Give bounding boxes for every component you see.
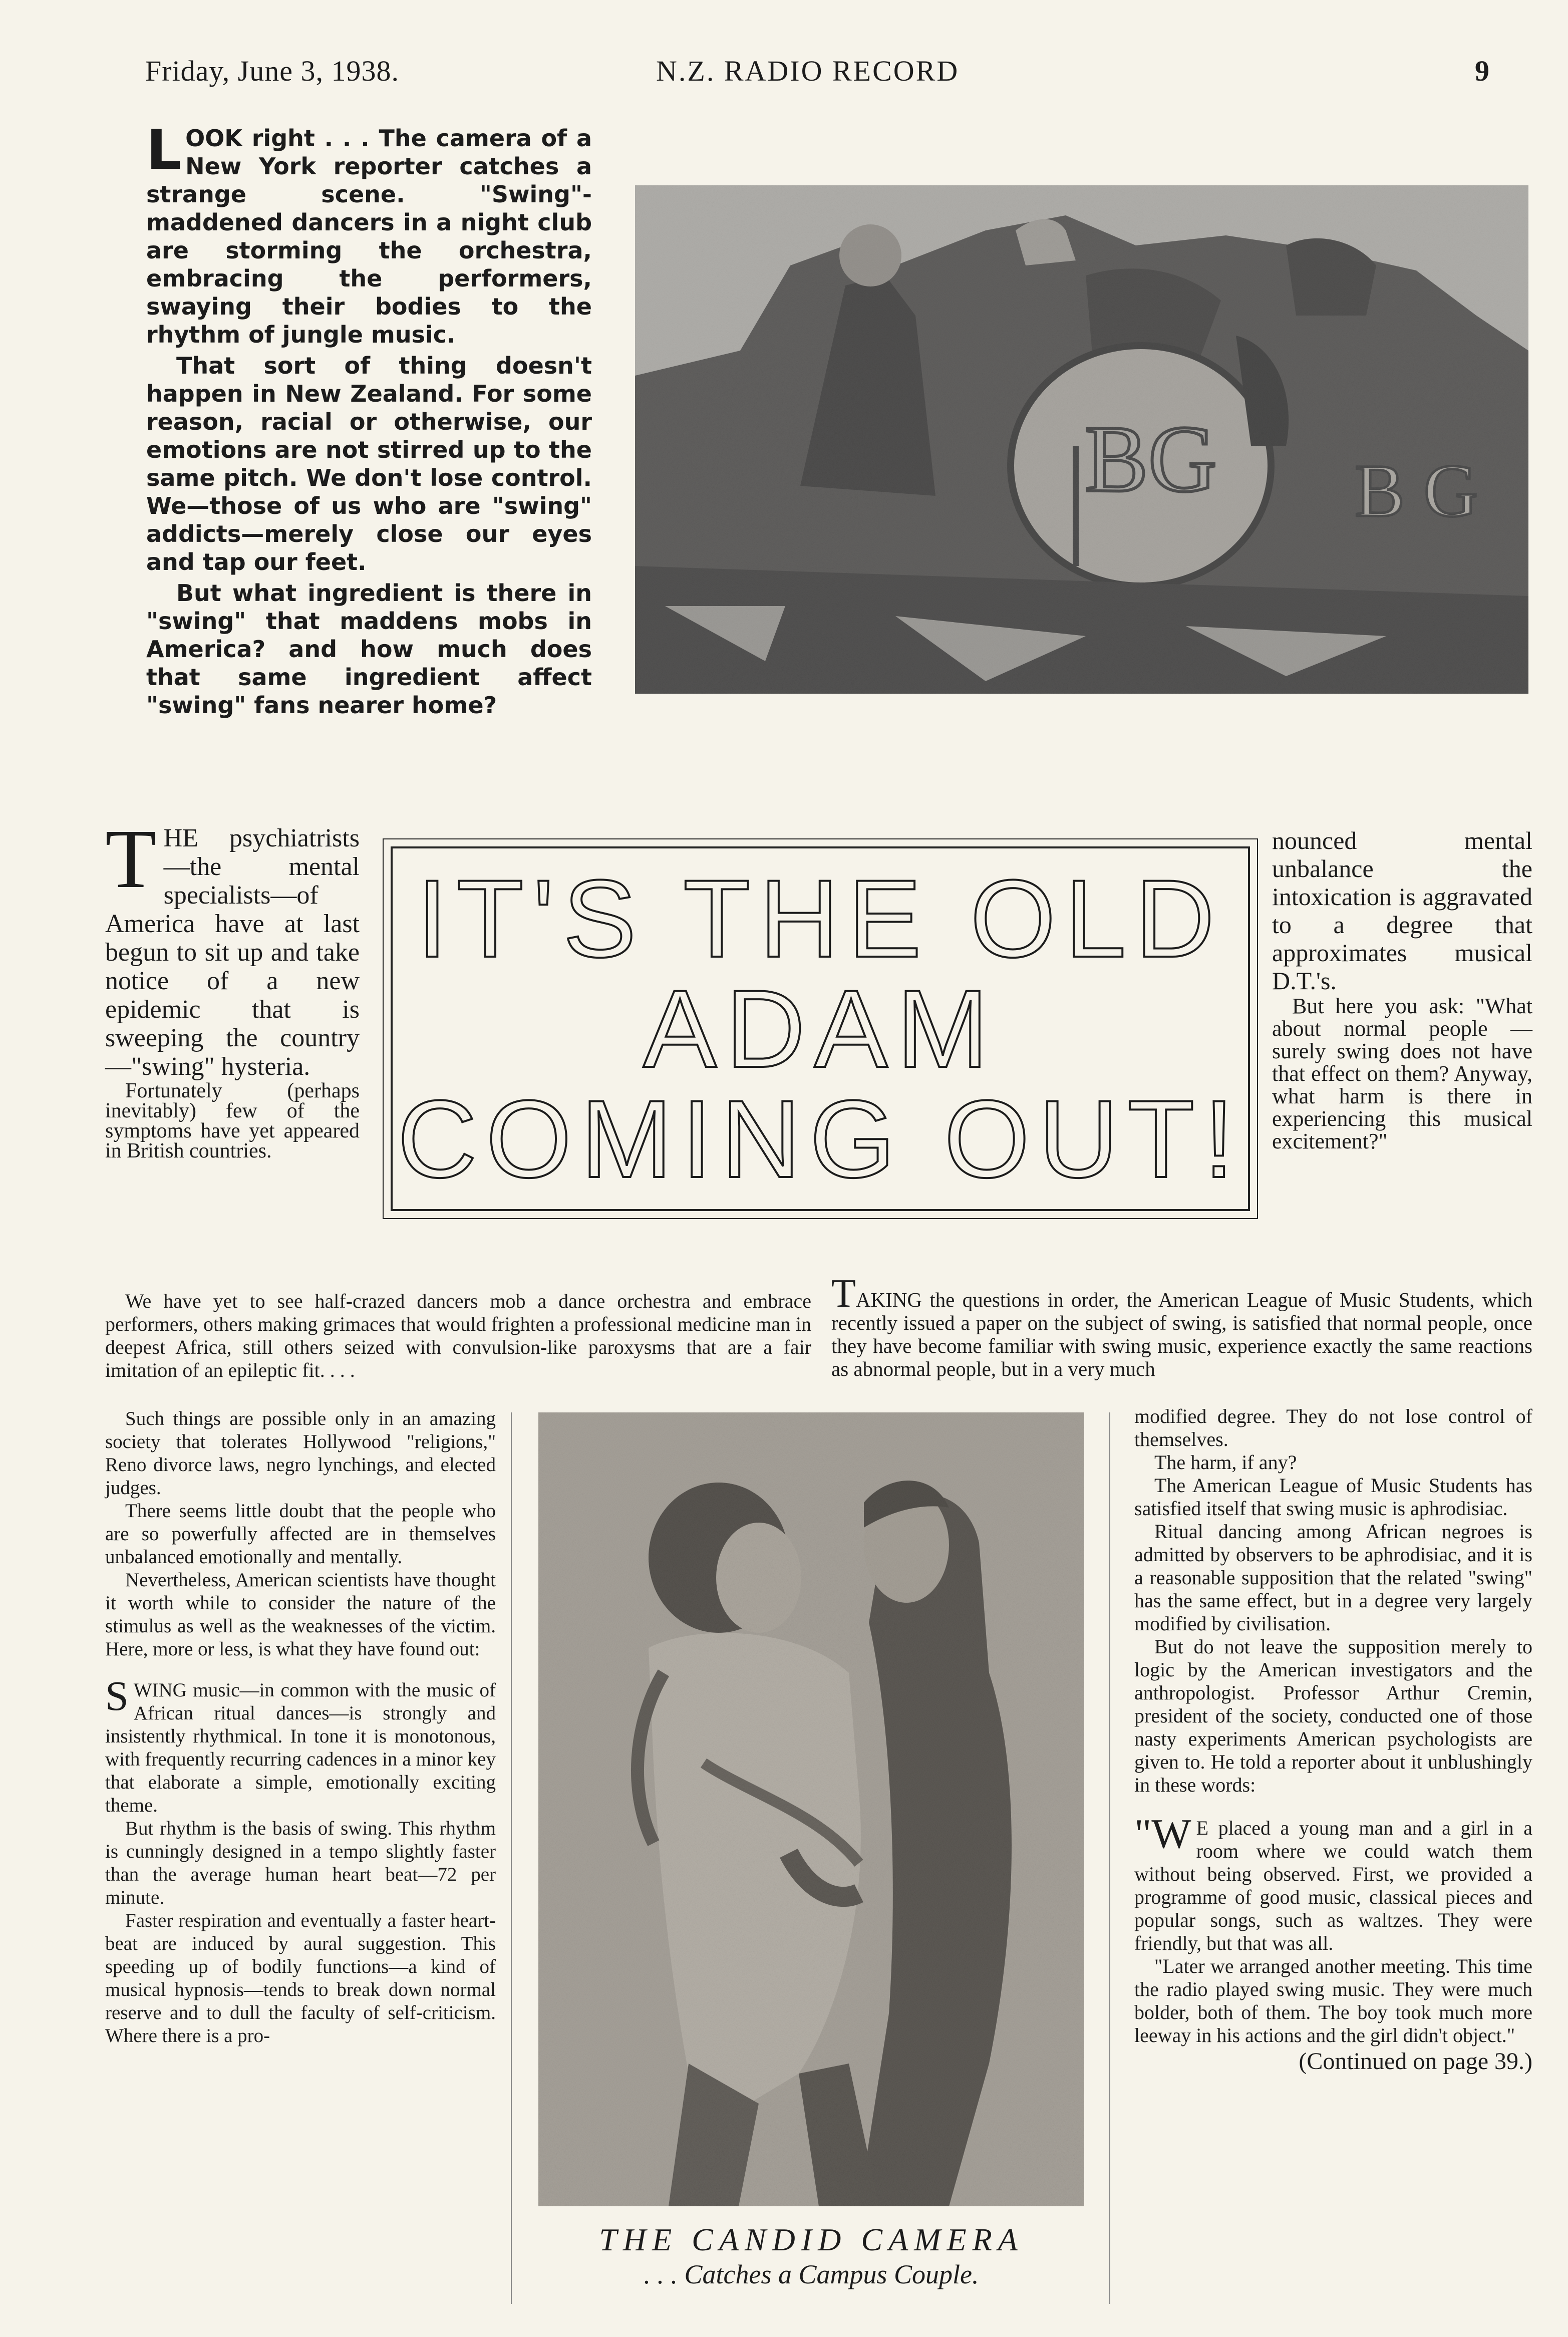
publication-name: N.Z. RADIO RECORD bbox=[656, 55, 960, 87]
right-paragraph-4: The harm, if any? bbox=[1154, 1451, 1297, 1474]
intro-dropcap: L bbox=[146, 118, 182, 182]
right-paragraph-7: But do not leave the supposition merely to logic by the American investigators and the anthropologist. Professor Arthur Cremin, president of the society, conducted one of those nasty experiments American psychologists are given to. He told a reporter about it unblushingly in these words: bbox=[1134, 1635, 1532, 1796]
headline-box bbox=[391, 846, 1250, 1211]
issue-date: Friday, June 3, 1938. bbox=[145, 55, 399, 87]
intro-paragraph-3: But what ingredient is there in "swing" that maddens mobs in America? and how much does that same ingredient affect "swing" fans nearer home? bbox=[146, 579, 592, 719]
right-wide-text: AKING the questions in order, the American League of Music Students, which recently issued a paper on the subject of swing, is satisfied that normal people, once they have become familiar with swing music, experience exactly the same reactions as abnormal people, but in a very much bbox=[831, 1288, 1532, 1380]
right-paragraph-3: modified degree. They do not lose control of themselves. bbox=[1134, 1405, 1532, 1450]
left-dropcap-t: T bbox=[105, 812, 157, 906]
right-paragraph-2: But here you ask: "What about normal people — surely swing does not have that effect on them? Anyway, what harm is there in experiencing this musical excitement?" bbox=[1272, 994, 1532, 1153]
right-column-divider bbox=[1109, 1412, 1110, 2304]
left-paragraph-6: WING music—in common with the music of African ritual dances—is strongly and insistently rhythmical. In tone it is monotonous, with frequently recurring cadences in a minor key that elaborate a simple, emotionally exciting theme. bbox=[105, 1679, 496, 1816]
night-club-photo bbox=[635, 185, 1528, 694]
right-dropcap-w: "W bbox=[1134, 1811, 1191, 1857]
left-column-divider bbox=[511, 1412, 512, 2304]
right-paragraph-9: "Later we arranged another meeting. This time the radio played swing music. They were much bolder, both of them. The boy took much more leeway in his actions and the girl didn't object." bbox=[1134, 1955, 1532, 2047]
right-paragraph-5: The American League of Music Students has satisfied itself that swing music is aphrodisiac. bbox=[1134, 1474, 1532, 1520]
left-dropcap-s: S bbox=[105, 1673, 129, 1719]
headline-line-1: IT'S THE OLD bbox=[417, 857, 1224, 980]
left-paragraph-4: There seems little doubt that the people who are so powerfully affected are in themselves unbalanced emotionally and mentally. bbox=[105, 1500, 496, 1568]
right-wide-dropcap: T bbox=[831, 1272, 856, 1316]
left-paragraph-8: Faster respiration and eventually a faster heart-beat are induced by aural suggestion. This speeding up of bodily functions—a kind of musical hypnosis—tends to break down normal reserve and to dull the faculty of self-criticism. Where there is a pro- bbox=[105, 1910, 496, 2047]
intro-paragraph-2: That sort of thing doesn't happen in New Zealand. For some reason, racial or otherwise, our emotions are not stirred up to the same pitch. We don't lose control. We—those of us who are "swing" addicts—merely close our eyes and tap our feet. bbox=[146, 352, 592, 575]
right-paragraph-6: Ritual dancing among African negroes is admitted by observers to be aphrodisiac, and it is a reasonable supposition that the related "swing" has the same effect, but in a degree very largely modified by civilisation. bbox=[1134, 1520, 1532, 1635]
night-club-photo-illustration bbox=[635, 185, 1528, 694]
left-wide-paragraph bbox=[105, 1290, 811, 1382]
candid-camera-photo-illustration bbox=[538, 1412, 1084, 2206]
intro-paragraph-1: OOK right . . . The camera of a New York reporter catches a strange scene. "Swing"-maddened dancers in a night club are storming the orchestra, embracing the performers, swaying their bodies to the rhythm of jungle music. bbox=[146, 125, 592, 348]
left-column-top bbox=[105, 812, 360, 1162]
left-paragraph-5: Nevertheless, American scientists have thought it worth while to consider the nature of the stimulus as well as the weaknesses of the victim. Here, more or less, is what they have found out: bbox=[105, 1569, 496, 1660]
photo-caption-subtitle: . . . Catches a Campus Couple. bbox=[644, 2259, 979, 2289]
left-paragraph-1: HE psychiatrists—the mental specialists—of America have at last begun to sit up and take notice of a new epidemic that is sweeping the country—"swing" hysteria. bbox=[105, 824, 360, 1081]
candid-camera-photo bbox=[538, 1412, 1084, 2206]
left-paragraph-7: But rhythm is the basis of swing. This rhythm is cunningly designed in a tempo slightly faster than the average human heart beat—72 per minute. bbox=[105, 1818, 496, 1908]
left-wide-text: We have yet to see half-crazed dancers mob a dance orchestra and embrace performers, others making grimaces that would frighten a professional medicine man in deepest Africa, still others seized with convulsion-like paroxysms that are a fair imitation of an epileptic fit. . . . bbox=[105, 1290, 811, 1381]
intro-block bbox=[146, 118, 592, 722]
right-wide-paragraph bbox=[831, 1272, 1532, 1380]
left-paragraph-3: Such things are possible only in an amazing society that tolerates Hollywood "religions," Reno divorce laws, negro lynchings, and elected judges. bbox=[105, 1408, 496, 1499]
right-column-top bbox=[1272, 826, 1532, 1152]
left-paragraph-2: Fortunately (perhaps inevitably) few of the symptoms have yet appeared in British countries. bbox=[105, 1079, 360, 1162]
photo-caption-title: THE CANDID CAMERA bbox=[599, 2222, 1024, 2257]
left-column-body bbox=[105, 1407, 496, 2048]
headline-line-2: ADAM bbox=[643, 967, 998, 1090]
headline-line-3: COMING OUT! bbox=[397, 1077, 1243, 1201]
right-paragraph-1: nounced mental unbalance the intoxication is aggravated to a degree that approximates musical D.T.'s. bbox=[1272, 826, 1532, 995]
right-paragraph-8: E placed a young man and a girl in a room where we could watch them without being observed. First, we provided a programme of good music, classical pieces and popular songs, such as waltzes. They were friendly, but that was all. bbox=[1134, 1817, 1532, 1954]
right-column-body bbox=[1134, 1405, 1532, 2073]
continued-note: (Continued on page 39.) bbox=[1299, 2048, 1532, 2075]
page-number: 9 bbox=[1475, 55, 1490, 87]
